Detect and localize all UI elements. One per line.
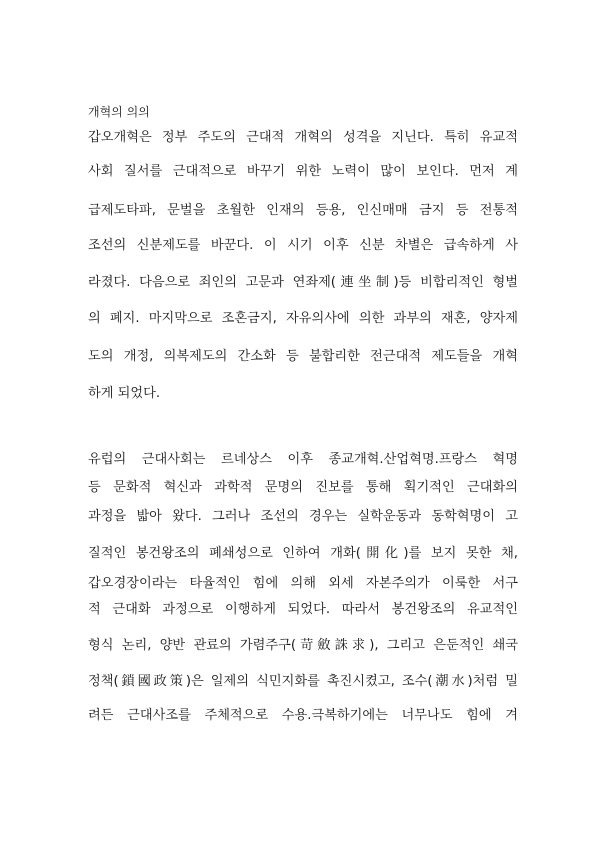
- paragraph-line: 과정을 밟아 왔다. 그러나 조선의 경우는 실학운동과 동학혁명이 고: [88, 509, 518, 524]
- paragraph-line: 라졌다. 다음으로 죄인의 고문과 연좌제(連坐制)등 비합리적인 형벌: [88, 275, 518, 290]
- paragraph-line: 조선의 신분제도를 바꾼다. 이 시기 이후 신분 차별은 급속하게 사: [88, 238, 518, 253]
- section-heading: 개혁의 의의: [88, 105, 150, 119]
- paragraph-line: 적 근대화 과정으로 이행하게 되었다. 따라서 봉건왕조의 유교적인: [88, 602, 518, 617]
- paragraph-line: 사회 질서를 근대적으로 바꾸기 위한 노력이 많이 보인다. 먼저 계: [88, 164, 518, 179]
- paragraph-line: 등 문화적 혁신과 과학적 문명의 진보를 통해 획기적인 근대화의: [88, 480, 518, 495]
- paragraph-line: 려든 근대사조를 주체적으로 수용.극복하기에는 너무나도 힘에 겨: [88, 708, 518, 723]
- paragraph-line: 갑오개혁은 정부 주도의 근대적 개혁의 성격을 지닌다. 특히 유교적: [88, 130, 518, 145]
- paragraph-line: 도의 개정, 의복제도의 간소화 등 불합리한 전근대적 제도들을 개혁: [88, 349, 518, 364]
- paragraph-line: 의 폐지. 마지막으로 조혼금지, 자유의사에 의한 과부의 재혼, 양자제: [88, 311, 518, 326]
- paragraph-line: 하게 되었다.: [88, 386, 161, 401]
- paragraph-line: 유럽의 근대사회는 르네상스 이후 종교개혁.산업혁명.프랑스 혁명: [88, 452, 518, 467]
- paragraph-line: 갑오경장이라는 타율적인 힘에 의해 외세 자본주의가 이룩한 서구: [88, 576, 518, 591]
- paragraph-line: 정책(鎖國政策)은 일제의 식민지화를 촉진시켰고, 조수(潮水)처럼 밀: [88, 674, 518, 689]
- paragraph-line: 급제도타파, 문벌을 초월한 인재의 등용, 인신매매 금지 등 전통적: [88, 203, 518, 218]
- paragraph-line: 형식 논리, 양반 관료의 가렴주구(苛斂誅求), 그리고 은둔적인 쇄국: [88, 638, 518, 653]
- paragraph-line: 질적인 봉건왕조의 폐쇄성으로 인하여 개화(開化)를 보지 못한 채,: [88, 546, 518, 561]
